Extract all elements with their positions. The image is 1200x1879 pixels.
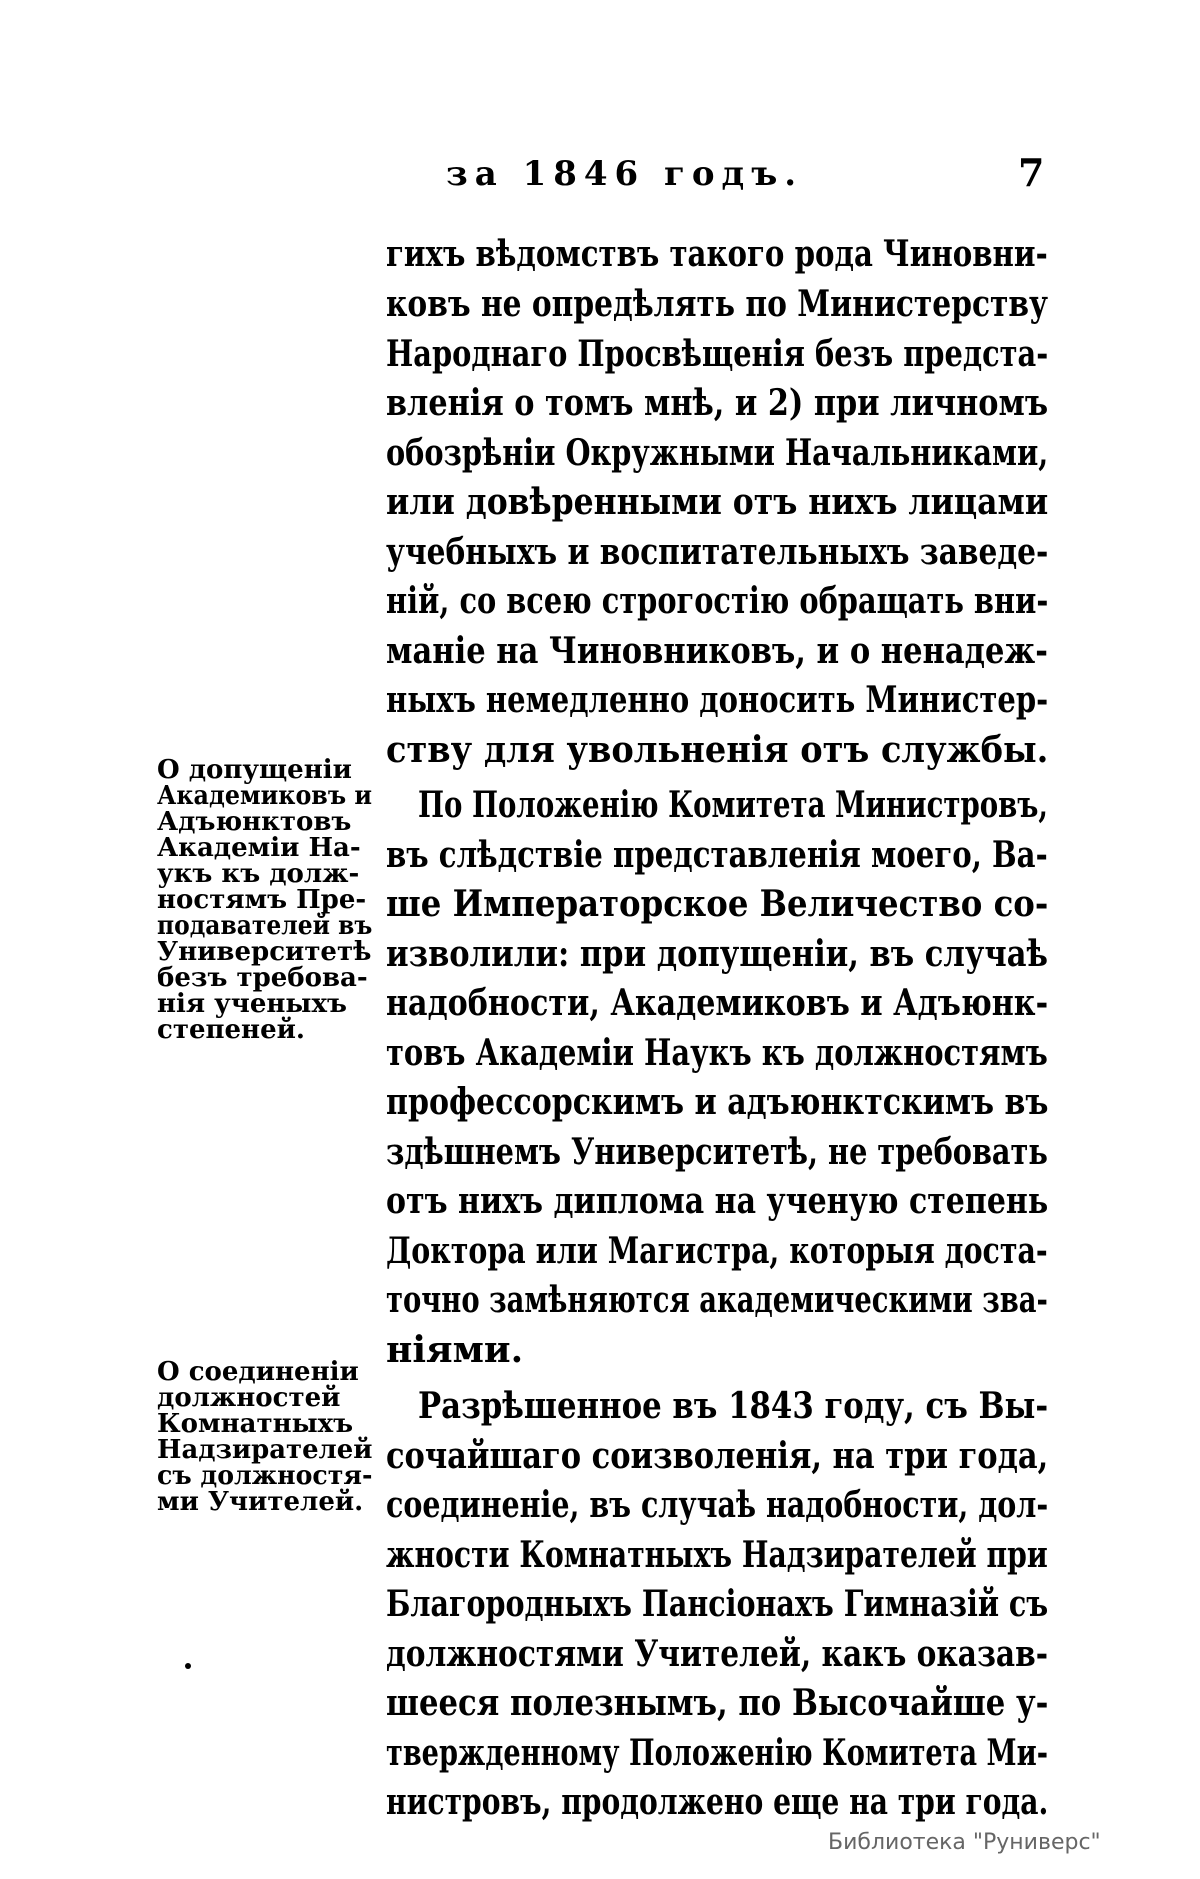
body-line: маніе на Чиновниковъ, и о ненадеж- bbox=[386, 630, 1048, 672]
body-line: должностями Учителей, какъ оказав- bbox=[386, 1633, 1049, 1675]
body-line: вленія о томъ мнѣ, и 2) при личномъ bbox=[386, 382, 1049, 424]
margin-line: степеней. bbox=[157, 1015, 305, 1045]
margin-line: ми Учителей. bbox=[157, 1487, 364, 1517]
body-line: ній, со всею строгостію обращать вни- bbox=[386, 580, 1049, 622]
body-line: учебныхъ и воспитательныхъ заведе- bbox=[386, 531, 1049, 573]
margin-line: съ должностя- bbox=[157, 1461, 373, 1491]
body-line: шееся полезнымъ, по Высочайше у- bbox=[386, 1682, 1049, 1724]
ink-speck bbox=[185, 1663, 191, 1669]
margin-line: безъ требова- bbox=[157, 963, 368, 993]
margin-line: О допущеніи bbox=[157, 755, 352, 785]
library-watermark: Библиотека "Руниверс" bbox=[828, 1830, 1101, 1855]
body-line: соединеніе, въ случаѣ надобности, дол- bbox=[386, 1484, 1049, 1526]
margin-line: Комнатныхъ bbox=[157, 1409, 354, 1439]
margin-line: подавателей въ bbox=[157, 911, 373, 941]
body-line: въ слѣдствіе представленія моего, Ва- bbox=[386, 834, 1048, 876]
body-line: точно замѣняются академическими зва- bbox=[386, 1279, 1048, 1321]
body-line: отъ нихъ диплома на ученую степень bbox=[386, 1180, 1049, 1222]
margin-line: О соединеніи bbox=[157, 1357, 359, 1387]
margin-line: Адъюнктовъ bbox=[157, 807, 352, 837]
body-line: профессорскимъ и адъюнктскимъ въ bbox=[386, 1081, 1049, 1123]
body-line: обозрѣніи Окружными Начальниками, bbox=[386, 432, 1049, 474]
body-line: здѣшнемъ Университетѣ, не требовать bbox=[386, 1131, 1048, 1173]
body-line: ніями. bbox=[386, 1329, 524, 1371]
body-line: твержденному Положенію Комитета Ми- bbox=[386, 1732, 1048, 1774]
margin-line: Академиковъ и bbox=[157, 781, 373, 811]
body-line: ше Императорское Величество со- bbox=[386, 883, 1049, 925]
body-line: жности Комнатныхъ Надзирателей при bbox=[386, 1534, 1048, 1576]
page-number: 7 bbox=[1018, 150, 1045, 195]
body-line: гихъ вѣдомствъ такого рода Чиновни- bbox=[386, 233, 1048, 275]
body-line: Благородныхъ Пансіонахъ Гимназій съ bbox=[386, 1583, 1049, 1625]
body-line: ству для увольненія отъ службы. bbox=[386, 729, 1049, 771]
body-line: надобности, Академиковъ и Адъюнк- bbox=[386, 982, 1049, 1024]
margin-line: укъ къ долж- bbox=[157, 859, 360, 889]
body-line: или довѣренными отъ нихъ лицами bbox=[386, 481, 1049, 523]
body-line: Народнаго Просвѣщенія безъ предста- bbox=[386, 333, 1049, 375]
margin-line: Университетѣ bbox=[157, 937, 372, 967]
body-line: ныхъ немедленно доносить Министер- bbox=[386, 679, 1049, 721]
body-line: нистровъ, продолжено еще на три года. bbox=[386, 1781, 1049, 1823]
body-line: Доктора или Магистра, которыя доста- bbox=[386, 1230, 1048, 1272]
body-line: Разрѣшенное въ 1843 году, съ Вы- bbox=[418, 1385, 1049, 1427]
margin-line: ностямъ Пре- bbox=[157, 885, 367, 915]
body-line: ковъ не опредѣлять по Министерству bbox=[386, 283, 1049, 325]
margin-line: Академіи На- bbox=[157, 833, 361, 863]
margin-line: Надзирателей bbox=[157, 1435, 373, 1465]
margin-line: нія ученыхъ bbox=[157, 989, 347, 1019]
body-line: По Положенію Комитета Министровъ, bbox=[418, 784, 1048, 826]
body-line: товъ Академіи Наукъ къ должностямъ bbox=[386, 1032, 1048, 1074]
margin-line: должностей bbox=[157, 1383, 341, 1413]
body-line: изволили: при допущеніи, въ случаѣ bbox=[386, 933, 1048, 975]
running-title: за 1846 годъ. bbox=[446, 154, 804, 194]
body-line: сочайшаго соизволенія, на три года, bbox=[386, 1435, 1049, 1477]
